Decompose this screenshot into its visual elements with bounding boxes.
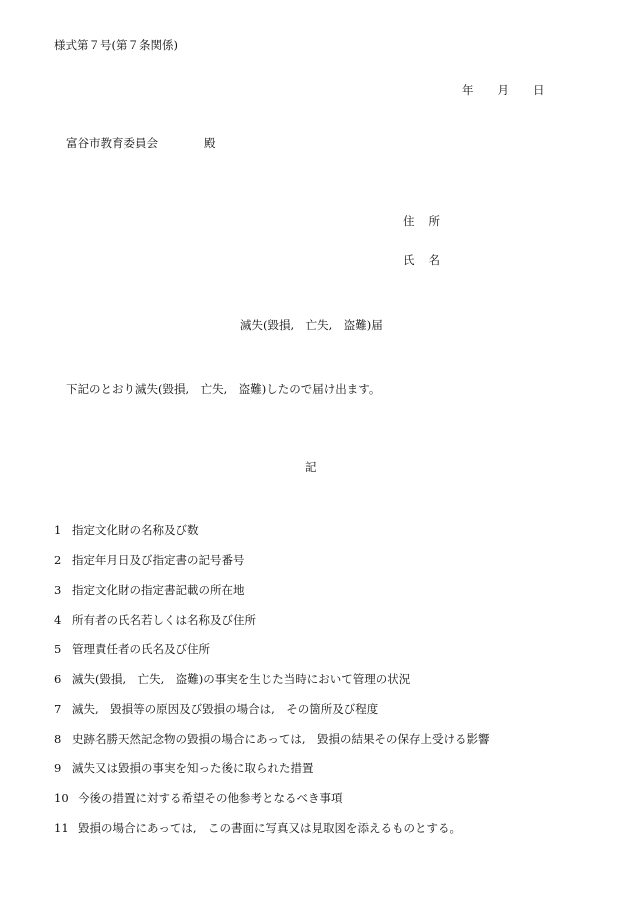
body-text: 下記のとおり滅失(毀損, 亡失, 盗難)したので届け出ます。 xyxy=(66,382,381,396)
address-label-char-2: 所 xyxy=(428,214,440,228)
item-number: 3 xyxy=(54,583,62,597)
item-text: 滅失, 毀損等の原因及び毀損の場合は, その箇所及び程度 xyxy=(72,702,379,716)
list-item xyxy=(54,821,461,835)
address-label-char-1: 住 xyxy=(403,214,415,228)
item-number: 5 xyxy=(54,642,62,656)
item-text: 今後の措置に対する希望その他参考となるべき事項 xyxy=(78,791,343,805)
item-number: 2 xyxy=(54,553,62,567)
ki-heading: 記 xyxy=(305,460,317,474)
addressee-honorific: 殿 xyxy=(204,136,216,150)
list-item xyxy=(54,672,410,686)
addressee-name: 富谷市教育委員会 xyxy=(66,136,158,150)
item-text: 滅失又は毀損の事実を知った後に取られた措置 xyxy=(72,761,314,775)
item-text: 史跡名勝天然記念物の毀損の場合にあっては, 毀損の結果その保存上受ける影響 xyxy=(72,732,490,746)
list-item xyxy=(54,642,210,656)
item-number: 7 xyxy=(54,702,62,716)
date-year-label: 年 xyxy=(462,83,474,97)
item-number: 1 xyxy=(54,523,62,537)
item-text: 指定文化財の指定書記載の所在地 xyxy=(72,583,245,597)
item-text: 指定文化財の名称及び数 xyxy=(72,523,199,537)
name-label-char-2: 名 xyxy=(428,253,440,267)
addressee xyxy=(66,136,216,150)
list-item xyxy=(54,732,490,746)
item-number: 8 xyxy=(54,732,62,746)
item-text: 毀損の場合にあっては, この書面に写真又は見取図を添えるものとする。 xyxy=(78,821,462,835)
name-label-char-1: 氏 xyxy=(403,253,415,267)
item-number: 10 xyxy=(54,791,69,805)
date-day-label: 日 xyxy=(533,83,545,97)
applicant-name-label xyxy=(403,253,440,267)
date-month-label: 月 xyxy=(497,83,509,97)
item-number: 4 xyxy=(54,613,62,627)
list-item xyxy=(54,702,378,716)
item-text: 所有者の氏名若しくは名称及び住所 xyxy=(72,613,256,627)
list-item xyxy=(54,553,245,567)
list-item xyxy=(54,583,245,597)
list-item xyxy=(54,523,199,537)
list-item xyxy=(54,791,343,805)
form-number: 様式第７号(第７条関係) xyxy=(54,38,178,52)
item-text: 滅失(毀損, 亡失, 盗難)の事実を生じた当時において管理の状況 xyxy=(72,672,411,686)
list-item xyxy=(54,761,314,775)
item-number: 6 xyxy=(54,672,62,686)
item-text: 管理責任者の氏名及び住所 xyxy=(72,642,210,656)
document-title: 滅失(毀損, 亡失, 盗難)届 xyxy=(240,318,383,332)
list-item xyxy=(54,613,256,627)
item-number: 9 xyxy=(54,761,62,775)
date-line xyxy=(462,83,545,97)
item-number: 11 xyxy=(54,821,69,835)
applicant-address-label xyxy=(403,214,440,228)
item-text: 指定年月日及び指定書の記号番号 xyxy=(72,553,245,567)
